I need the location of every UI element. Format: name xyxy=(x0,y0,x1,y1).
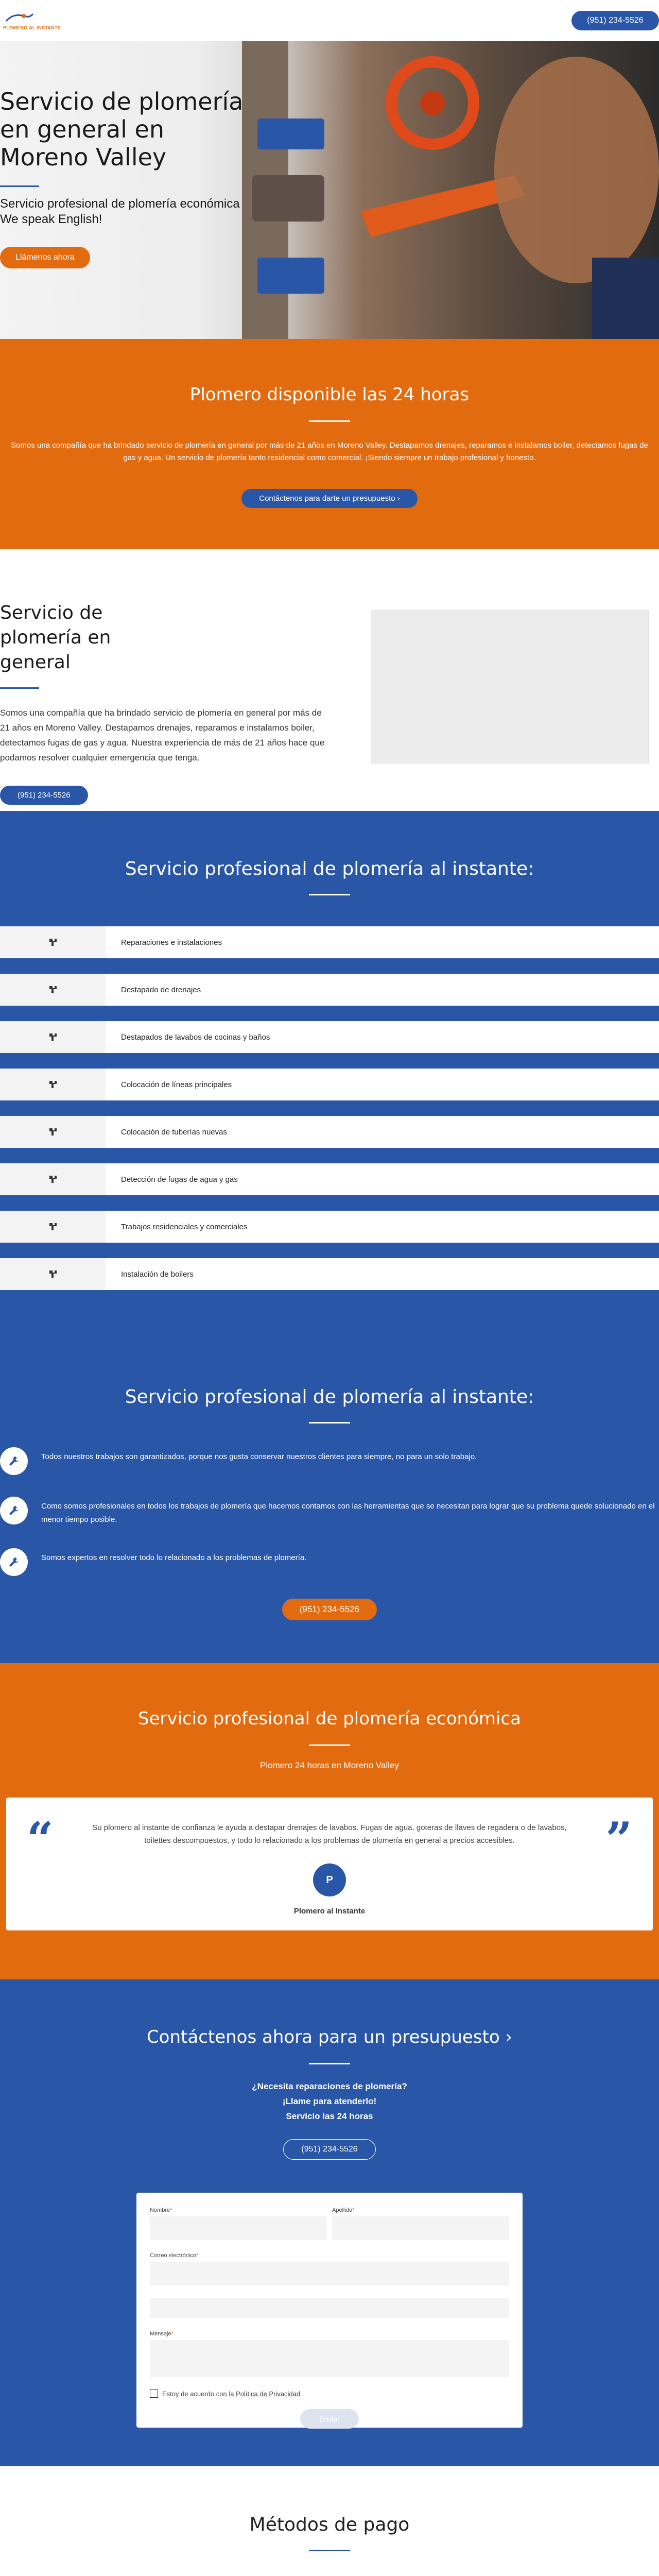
last-name-label: Apellido* xyxy=(332,2207,355,2213)
testimonial-author: Plomero al Instante xyxy=(293,1907,366,1916)
wrench-icon xyxy=(0,926,106,958)
service-label: Instalación de boilers xyxy=(121,1269,194,1279)
logo-icon xyxy=(3,11,36,25)
hero-subtitle-line2: We speak English! xyxy=(0,212,102,226)
service-item xyxy=(0,1021,659,1053)
intro-section xyxy=(0,549,659,811)
feature-item xyxy=(0,1447,659,1475)
message-label: Mensaje* xyxy=(150,2331,174,2337)
wrench-icon xyxy=(0,1258,106,1290)
service-item xyxy=(0,1163,659,1195)
call-now-button[interactable]: Llámenos ahora xyxy=(0,247,90,268)
available-title: Plomero disponible las 24 horas xyxy=(189,384,470,405)
service-item xyxy=(0,1069,659,1100)
hero-subtitle xyxy=(0,196,247,227)
available-divider xyxy=(309,420,350,422)
wrench-icon xyxy=(0,1163,106,1195)
economy-title: Servicio profesional de plomería económica xyxy=(138,1708,521,1729)
contact-line2: ¡Llame para atenderlo! xyxy=(282,2096,377,2106)
wrench-icon xyxy=(0,1447,28,1475)
contact-divider xyxy=(309,2063,350,2064)
feature-text: Como somos profesionales en todos los trabajos de plomería que hacemos contamos con las herramientas que se necesitan para lograr que su problema quede solucionado en el menor tiempo posible. xyxy=(41,1502,655,1524)
message-textarea[interactable] xyxy=(150,2340,509,2377)
feature-item xyxy=(0,1548,659,1576)
testimonial-card xyxy=(6,1798,653,1930)
first-name-input[interactable] xyxy=(150,2216,327,2240)
service-item xyxy=(0,1116,659,1148)
open-quote-icon: “ xyxy=(27,1812,54,1867)
service-item xyxy=(0,926,659,958)
features-section xyxy=(0,1296,659,1663)
first-name-label: Nombre* xyxy=(150,2207,172,2213)
service-label: Destapado de drenajes xyxy=(121,985,201,994)
service-item xyxy=(0,974,659,1006)
contact-line1: ¿Necesita reparaciones de plomería? xyxy=(252,2081,407,2091)
economy-section xyxy=(0,1663,659,1979)
wrench-icon xyxy=(0,1211,106,1243)
email-label: Correo electrónico* xyxy=(150,2252,199,2259)
payments-title: Métodos de pago xyxy=(249,2514,410,2535)
contact-text xyxy=(0,2079,659,2124)
economy-divider xyxy=(309,1744,350,1746)
available-text: Somos una compañía que ha brindado servicio de plomería en general por más de 21 años en Moreno Valley. Destapamos drenajes, reparamos e instalamos boiler, detectamos fugas de gas y agua. Un servicio de plomería tanto residencial como comercial. ¡Siendo siempre un trabajo profesional y honesto. xyxy=(11,441,648,462)
wrench-icon xyxy=(0,1548,28,1576)
hero-subtitle-line1: Servicio profesional de plomería económica xyxy=(0,197,240,211)
service-label: Colocación de líneas principales xyxy=(121,1080,232,1089)
last-name-input[interactable] xyxy=(332,2216,509,2240)
service-item xyxy=(0,1211,659,1243)
email-input[interactable] xyxy=(150,2262,509,2285)
header-phone-button[interactable]: (951) 234-5526 xyxy=(571,11,659,30)
wrench-icon xyxy=(0,1021,106,1053)
payments-section xyxy=(0,2466,659,2576)
intro-phone-button[interactable]: (951) 234-5526 xyxy=(0,786,88,805)
service-label: Destapados de lavabos de cocinas y baños xyxy=(121,1032,270,1042)
wrench-icon xyxy=(0,1116,106,1148)
service-label: Colocación de tuberías nuevas xyxy=(121,1127,227,1137)
site-header xyxy=(0,0,659,41)
wrench-icon xyxy=(0,1497,28,1524)
services-divider xyxy=(309,894,350,895)
payments-divider xyxy=(309,2550,350,2551)
services-list xyxy=(0,926,659,1290)
service-item xyxy=(0,1258,659,1290)
feature-text: Todos nuestros trabajos son garantizados, porque nos gusta conservar nuestros clientes para siempre, no para un solo trabajo. xyxy=(41,1452,477,1461)
hero-title: Servicio de plomería en general en Moreno Valley xyxy=(0,88,244,171)
logo[interactable] xyxy=(3,11,61,30)
phone-input[interactable] xyxy=(150,2298,509,2318)
service-label: Trabajos residenciales y comerciales xyxy=(121,1222,248,1231)
close-quote-icon: ” xyxy=(605,1812,632,1867)
available-section xyxy=(0,339,659,549)
services-section xyxy=(0,811,659,1296)
intro-title: Servicio de plomería en general xyxy=(0,602,111,673)
wrench-icon xyxy=(0,1069,106,1100)
privacy-consent xyxy=(150,2389,509,2398)
service-label: Detección de fugas de agua y gas xyxy=(121,1175,238,1184)
intro-divider xyxy=(0,687,39,689)
economy-subtitle: Plomero 24 horas en Moreno Valley xyxy=(260,1760,399,1770)
submit-button[interactable]: Enviar xyxy=(300,2409,359,2429)
testimonial-text: Su plomero al instante de confianza le ayuda a destapar drenajes de lavabos. Fugas de agua, goteras de llaves de regadera o de lavabos, toilettes descompuestos, y todo lo relacionado a los problemas de plomería en general a precios accesibles. xyxy=(92,1823,567,1845)
features-divider xyxy=(309,1422,350,1423)
features-phone-button[interactable]: (951) 234-5526 xyxy=(282,1599,377,1620)
contact-section xyxy=(0,1979,659,2466)
intro-text: Somos una compañía que ha brindado servicio de plomería en general por más de 21 años en Moreno Valley. Destapamos drenajes, reparamos e instalamos boiler, detectamos fugas de gas y agua. Nuestra experiencia de más de 21 años hace que podamos resolver cualquier emergencia que tenga. xyxy=(0,708,325,762)
quote-button[interactable]: Contáctenos para darte un presupuesto › xyxy=(241,489,418,508)
hero-divider xyxy=(0,185,39,187)
features-title: Servicio profesional de plomería al instante: xyxy=(125,1386,534,1408)
services-title: Servicio profesional de plomería al instante: xyxy=(125,858,534,879)
wrench-icon xyxy=(0,974,106,1006)
intro-image xyxy=(371,610,649,764)
service-label: Reparaciones e instalaciones xyxy=(121,938,222,947)
contact-line3: Servicio las 24 horas xyxy=(286,2111,373,2121)
consent-text: Estoy de acuerdo con xyxy=(162,2389,227,2398)
contact-phone-button[interactable]: (951) 234-5526 xyxy=(283,2139,375,2160)
logo-text: PLOMERO AL INSTANTE xyxy=(3,25,61,30)
privacy-checkbox[interactable] xyxy=(150,2389,158,2398)
contact-title[interactable]: Contáctenos ahora para un presupuesto › xyxy=(146,2027,513,2047)
feature-text: Somos expertos en resolver todo lo relacionado a los problemas de plomería. xyxy=(41,1553,307,1562)
privacy-policy-link[interactable]: la Política de Privacidad xyxy=(229,2389,301,2398)
features-list xyxy=(0,1447,659,1576)
feature-item xyxy=(0,1497,659,1527)
avatar: P xyxy=(313,1863,346,1896)
contact-form xyxy=(136,2193,523,2428)
hero-section xyxy=(0,41,659,339)
